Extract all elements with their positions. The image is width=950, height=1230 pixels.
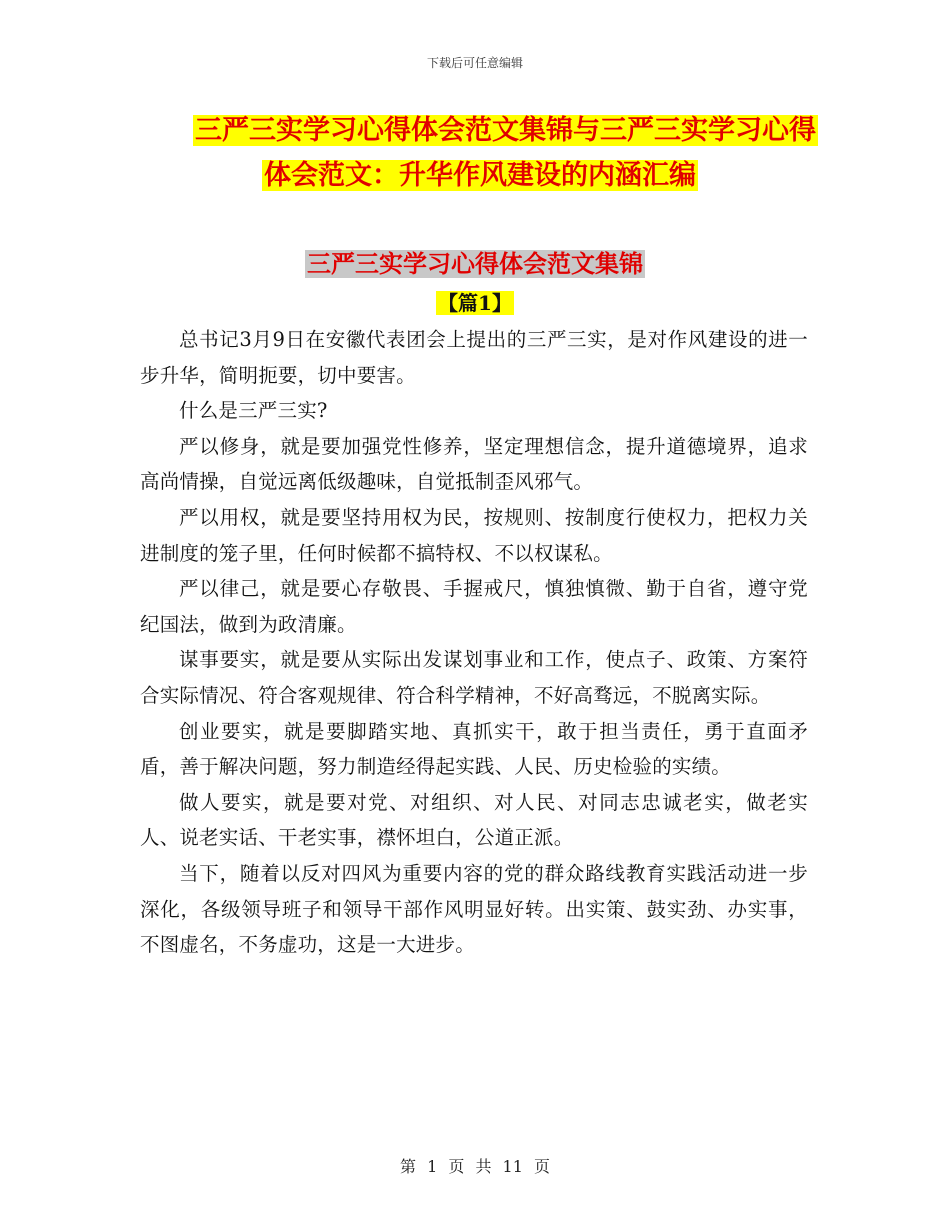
document-title-line-1	[193, 111, 873, 151]
body-text	[140, 322, 808, 963]
paragraph: 当下，随着以反对四风为重要内容的党的群众路线教育实践活动进一步深化，各级领导班子和领导干部作风明显好转。出实策、鼓实劲、办实事，不图虚名，不务虚功，这是一大进步。	[140, 861, 808, 957]
piece-label-text: 【篇1】	[438, 291, 512, 315]
paragraph: 什么是三严三实?	[179, 399, 328, 423]
header-note: 下载后可任意编辑	[426, 56, 523, 70]
paragraph: 谋事要实，就是要从实际出发谋划事业和工作，使点子、政策、方案符合实际情况、符合客观规律、符合科学精神，不好高骛远，不脱离实际。	[140, 648, 808, 707]
paragraph: 做人要实，就是要对党、对组织、对人民、对同志忠诚老实，做老实人、说老实话、干老实事，襟怀坦白，公道正派。	[140, 790, 808, 850]
paragraph: 创业要实，就是要脚踏实地、真抓实干，敢于担当责任，勇于直面矛盾，善于解决问题，努力制造经得起实践、人民、历史检验的实绩。	[140, 719, 808, 779]
paragraph: 严以用权，就是要坚持用权为民，按规则、按制度行使权力，把权力关进制度的笼子里，任何时候都不搞特权、不以权谋私。	[140, 505, 808, 565]
title-line-1-text: 三严三实学习心得体会范文集锦与三严三实学习心得	[195, 115, 816, 146]
paragraph: 总书记3月9日在安徽代表团会上提出的三严三实，是对作风建设的进一步升华，简明扼要，切中要害。	[140, 328, 808, 387]
title-line-2-text: 体会范文：升华作风建设的内涵汇编	[264, 160, 696, 191]
page-footer: 第 1 页 共 11 页	[400, 1157, 550, 1176]
document-title-line-2	[262, 156, 942, 196]
piece-label	[0, 287, 950, 316]
paragraph: 严以修身，就是要加强党性修养，坚定理想信念，提升道德境界，追求高尚情操，自觉远离低级趣味，自觉抵制歪风邪气。	[140, 434, 808, 494]
section-title-text: 三严三实学习心得体会范文集锦	[307, 250, 643, 278]
section-title	[0, 244, 950, 279]
paragraph: 严以律己，就是要心存敬畏、手握戒尺，慎独慎微、勤于自省，遵守党纪国法，做到为政清廉。	[140, 577, 808, 636]
